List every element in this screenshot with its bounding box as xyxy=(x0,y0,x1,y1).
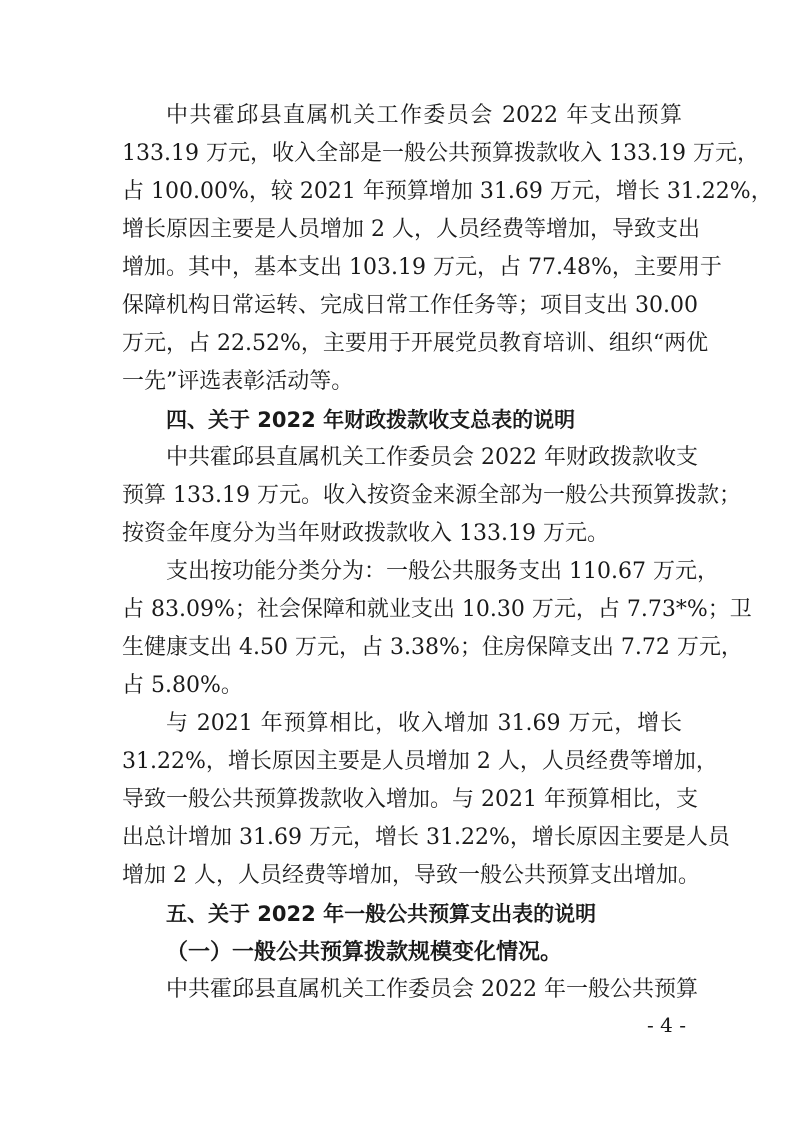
paragraph-line: 中共霍邱县直属机关工作委员会 2022 年财政拨款收支 xyxy=(166,445,698,470)
section-heading-4: 四、关于 2022 年财政拨款收支总表的说明 xyxy=(166,408,576,432)
paragraph-line: 与 2021 年预算相比，收入增加 31.69 万元，增长 xyxy=(166,711,682,736)
paragraph-line: 出总计增加 31.69 万元，增长 31.22%，增长原因主要是人员 xyxy=(122,825,730,850)
paragraph-line: 占 83.09%；社会保障和就业支出 10.30 万元，占 7.73*%；卫 xyxy=(122,597,752,622)
paragraph-line: 133.19 万元，收入全部是一般公共预算拨款收入 133.19 万元， xyxy=(122,141,759,166)
paragraph-line: 导致一般公共预算拨款收入增加。与 2021 年预算相比，支 xyxy=(122,787,698,812)
page-number: - 4 - xyxy=(647,1013,686,1037)
paragraph-line: 增加 2 人，人员经费等增加，导致一般公共预算支出增加。 xyxy=(122,863,700,888)
paragraph-line: 按资金年度分为当年财政拨款收入 133.19 万元。 xyxy=(122,521,609,546)
paragraph-line: 占 5.80%。 xyxy=(122,673,243,698)
subsection-heading: （一）一般公共预算拨款规模变化情况。 xyxy=(166,939,563,965)
paragraph-line: 中共霍邱县直属机关工作委员会 2022 年支出预算 xyxy=(166,103,682,128)
paragraph-line: 支出按功能分类分为：一般公共服务支出 110.67 万元， xyxy=(166,559,719,584)
paragraph-line: 保障机构日常运转、完成日常工作任务等；项目支出 30.00 xyxy=(122,293,698,318)
paragraph-line: 一先”评选表彰活动等。 xyxy=(122,369,354,394)
paragraph-line: 中共霍邱县直属机关工作委员会 2022 年一般公共预算 xyxy=(166,977,698,1002)
paragraph-line: 预算 133.19 万元。收入按资金来源全部为一般公共预算拨款； xyxy=(122,483,741,508)
section-heading-5: 五、关于 2022 年一般公共预算支出表的说明 xyxy=(166,902,597,926)
paragraph-line: 增加。其中，基本支出 103.19 万元，占 77.48%，主要用于 xyxy=(122,255,722,280)
paragraph-line: 占 100.00%，较 2021 年预算增加 31.69 万元，增长 31.22%， xyxy=(122,179,773,204)
paragraph-line: 生健康支出 4.50 万元，占 3.38%；住房保障支出 7.72 万元， xyxy=(122,635,743,660)
paragraph-line: 增长原因主要是人员增加 2 人，人员经费等增加，导致支出 xyxy=(122,217,700,242)
paragraph-line: 万元，占 22.52%，主要用于开展党员教育培训、组织“两优 xyxy=(122,331,709,356)
paragraph-line: 31.22%，增长原因主要是人员增加 2 人，人员经费等增加， xyxy=(122,749,718,774)
